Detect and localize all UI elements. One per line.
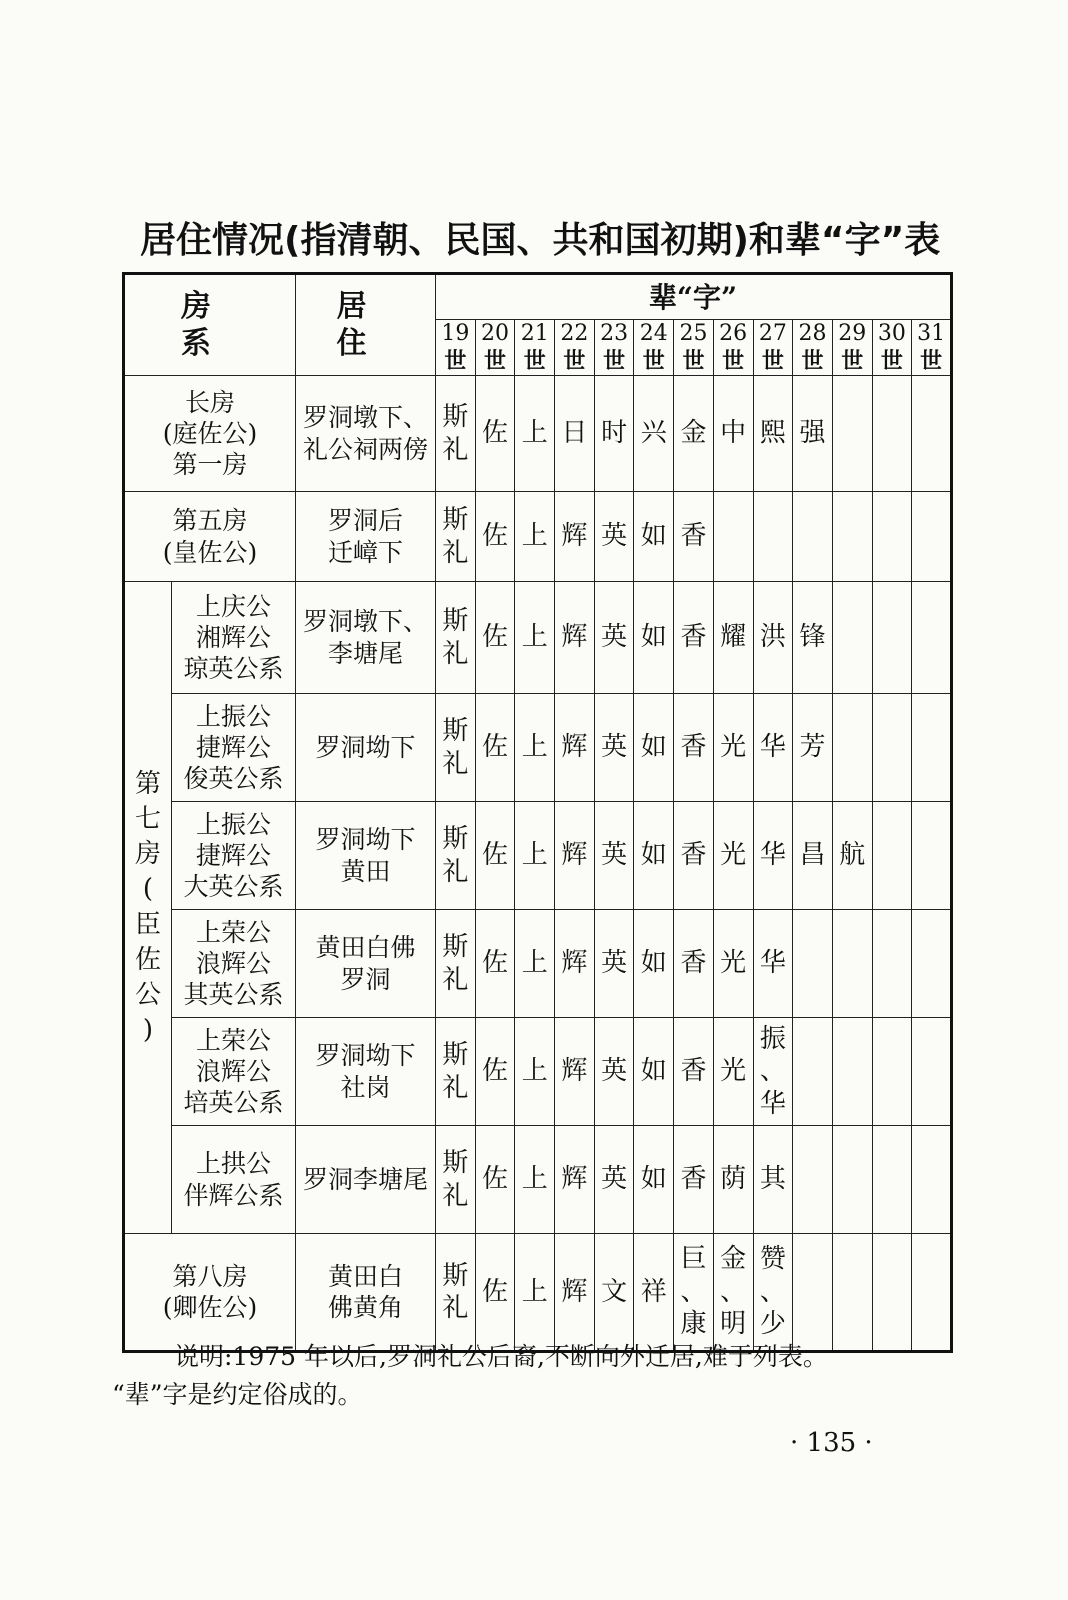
branch-cell: 上荣公 浪辉公 培英公系 (172, 1018, 296, 1126)
character-cell: 上 (515, 492, 555, 582)
generation-number: 31 (917, 321, 946, 346)
generation-shi: 世 (841, 347, 864, 374)
seventh-branch-label-text (133, 767, 163, 1048)
character-cell (872, 582, 912, 694)
character-cell: 祥 (634, 1234, 674, 1352)
character-cell: 佐 (475, 910, 515, 1018)
generation-header-cell (832, 320, 872, 376)
label-char: ( (142, 874, 154, 905)
character-cell: 英 (594, 910, 634, 1018)
header-juzhu: 居 住 (296, 274, 436, 376)
generation-shi: 世 (642, 347, 665, 374)
character-cell: 巨 、 康 (674, 1234, 714, 1352)
note-line-1: 说明:1975 年以后,罗洞礼公后裔,不断向外迁居,难于列表。 (174, 1342, 828, 1371)
character-cell: 辉 (555, 582, 595, 694)
character-cell (832, 1126, 872, 1234)
generation-shi: 世 (563, 347, 586, 374)
residence-cell: 罗洞墩下、 李塘尾 (296, 582, 436, 694)
character-cell (793, 1234, 833, 1352)
generation-shi: 世 (920, 347, 943, 374)
character-cell: 上 (515, 582, 555, 694)
fang-cell: 长房 (庭佐公) 第一房 (124, 376, 296, 492)
character-cell: 辉 (555, 1234, 595, 1352)
character-cell: 光 (713, 1018, 753, 1126)
residence-cell: 罗洞坳下 (296, 694, 436, 802)
character-cell: 耀 (713, 582, 753, 694)
character-cell (912, 1018, 952, 1126)
character-cell: 如 (634, 694, 674, 802)
character-cell: 如 (634, 1018, 674, 1126)
generation-header-cell (475, 320, 515, 376)
generation-shi: 世 (682, 347, 705, 374)
table-row (124, 802, 952, 910)
table-title: 居住情况(指清朝、民国、共和国初期)和辈“字”表 (140, 220, 941, 261)
character-cell: 佐 (475, 582, 515, 694)
character-cell: 佐 (475, 802, 515, 910)
character-cell (793, 1018, 833, 1126)
character-cell: 光 (713, 694, 753, 802)
seventh-branch-label (124, 582, 172, 1234)
character-cell (713, 492, 753, 582)
character-cell: 香 (674, 910, 714, 1018)
character-cell (872, 694, 912, 802)
character-cell: 辉 (555, 910, 595, 1018)
character-cell (912, 802, 952, 910)
character-cell (872, 376, 912, 492)
character-cell (832, 910, 872, 1018)
character-cell (832, 376, 872, 492)
character-cell: 佐 (475, 376, 515, 492)
residence-cell: 罗洞后 迁嶂下 (296, 492, 436, 582)
header-beizi: 辈“字” (436, 274, 952, 320)
label-char: 佐 (134, 944, 161, 975)
page-number: · 135 · (790, 1428, 873, 1458)
character-cell: 上 (515, 694, 555, 802)
table-row (124, 1018, 952, 1126)
character-cell: 斯 礼 (436, 694, 476, 802)
label-char: ) (142, 1014, 154, 1045)
character-cell: 强 (793, 376, 833, 492)
character-cell: 斯 礼 (436, 376, 476, 492)
character-cell (872, 910, 912, 1018)
generation-header-cell (872, 320, 912, 376)
residence-cell: 罗洞墩下、 礼公祠两傍 (296, 376, 436, 492)
character-cell (912, 492, 952, 582)
character-cell: 香 (674, 582, 714, 694)
character-cell: 如 (634, 802, 674, 910)
fang-cell: 第五房 (皇佐公) (124, 492, 296, 582)
generation-shi: 世 (484, 347, 507, 374)
character-cell: 如 (634, 582, 674, 694)
character-cell: 香 (674, 802, 714, 910)
character-cell (832, 1234, 872, 1352)
character-cell (832, 582, 872, 694)
character-cell: 辉 (555, 492, 595, 582)
generation-header-cell (594, 320, 634, 376)
character-cell: 金 、 明 (713, 1234, 753, 1352)
character-cell: 华 (753, 802, 793, 910)
fang-cell: 第八房 (卿佐公) (124, 1234, 296, 1352)
character-cell (793, 492, 833, 582)
generation-shi: 世 (523, 347, 546, 374)
character-cell: 芳 (793, 694, 833, 802)
character-cell (912, 1126, 952, 1234)
branch-cell: 上荣公 浪辉公 其英公系 (172, 910, 296, 1018)
generation-header-cell (753, 320, 793, 376)
character-cell: 赞 、 少 (753, 1234, 793, 1352)
character-cell: 上 (515, 910, 555, 1018)
generation-header-cell (713, 320, 753, 376)
branch-cell: 上振公 捷辉公 俊英公系 (172, 694, 296, 802)
character-cell: 香 (674, 1126, 714, 1234)
character-cell: 兴 (634, 376, 674, 492)
generation-number: 25 (679, 321, 708, 346)
header-fangxi: 房 系 (124, 274, 296, 376)
character-cell: 上 (515, 1234, 555, 1352)
label-char: 公 (134, 979, 161, 1010)
character-cell: 金 (674, 376, 714, 492)
table-row (124, 582, 952, 694)
generation-header-cell (436, 320, 476, 376)
character-cell: 斯 礼 (436, 1234, 476, 1352)
character-cell: 佐 (475, 1018, 515, 1126)
character-cell: 上 (515, 1126, 555, 1234)
character-cell (793, 1126, 833, 1234)
character-cell: 上 (515, 802, 555, 910)
character-cell: 英 (594, 802, 634, 910)
character-cell: 中 (713, 376, 753, 492)
character-cell: 斯 礼 (436, 1126, 476, 1234)
character-cell: 上 (515, 1018, 555, 1126)
character-cell: 佐 (475, 492, 515, 582)
generation-header-cell (912, 320, 952, 376)
generation-number: 22 (560, 321, 589, 346)
table-row (124, 492, 952, 582)
generation-shi: 世 (722, 347, 745, 374)
character-cell: 辉 (555, 694, 595, 802)
table-row (124, 1234, 952, 1352)
generation-number: 30 (877, 321, 906, 346)
character-cell: 辉 (555, 802, 595, 910)
generation-shi: 世 (444, 347, 467, 374)
header-row-1 (124, 274, 952, 320)
character-cell (753, 492, 793, 582)
character-cell: 斯 礼 (436, 582, 476, 694)
generation-number: 23 (600, 321, 629, 346)
generation-shi: 世 (880, 347, 903, 374)
generation-shi: 世 (761, 347, 784, 374)
character-cell (912, 582, 952, 694)
residence-cell: 罗洞坳下 黄田 (296, 802, 436, 910)
character-cell: 佐 (475, 1234, 515, 1352)
character-cell (912, 910, 952, 1018)
residence-cell: 黄田白 佛黄角 (296, 1234, 436, 1352)
character-cell: 斯 礼 (436, 1018, 476, 1126)
generation-shi: 世 (801, 347, 824, 374)
character-cell: 日 (555, 376, 595, 492)
character-cell: 香 (674, 694, 714, 802)
character-cell (912, 376, 952, 492)
residence-cell: 黄田白佛 罗洞 (296, 910, 436, 1018)
character-cell (912, 1234, 952, 1352)
generation-header-cell (555, 320, 595, 376)
table-row (124, 910, 952, 1018)
branch-cell: 上振公 捷辉公 大英公系 (172, 802, 296, 910)
character-cell (832, 694, 872, 802)
residence-cell: 罗洞李塘尾 (296, 1126, 436, 1234)
character-cell (872, 492, 912, 582)
character-cell: 香 (674, 492, 714, 582)
generation-header-cell (793, 320, 833, 376)
character-cell (832, 492, 872, 582)
character-cell: 其 (753, 1126, 793, 1234)
generation-number: 29 (838, 321, 867, 346)
table-row (124, 376, 952, 492)
character-cell: 香 (674, 1018, 714, 1126)
generation-number: 20 (481, 321, 510, 346)
character-cell: 洪 (753, 582, 793, 694)
branch-cell: 上庆公 湘辉公 琼英公系 (172, 582, 296, 694)
character-cell: 英 (594, 582, 634, 694)
label-char: 第 (134, 769, 161, 800)
table-row (124, 1126, 952, 1234)
generation-table (122, 272, 953, 1353)
character-cell: 华 (753, 910, 793, 1018)
character-cell (832, 1018, 872, 1126)
character-cell: 光 (713, 910, 753, 1018)
generation-number: 26 (719, 321, 748, 346)
generation-number: 19 (441, 321, 470, 346)
generation-shi: 世 (603, 347, 626, 374)
character-cell: 斯 礼 (436, 802, 476, 910)
character-cell: 斯 礼 (436, 492, 476, 582)
generation-number: 27 (758, 321, 787, 346)
character-cell: 航 (832, 802, 872, 910)
character-cell: 文 (594, 1234, 634, 1352)
generation-number: 28 (798, 321, 827, 346)
character-cell: 如 (634, 910, 674, 1018)
character-cell: 熙 (753, 376, 793, 492)
character-cell: 光 (713, 802, 753, 910)
character-cell: 佐 (475, 1126, 515, 1234)
table-row (124, 694, 952, 802)
character-cell (872, 1018, 912, 1126)
generation-header-cell (674, 320, 714, 376)
character-cell: 斯 礼 (436, 910, 476, 1018)
branch-cell: 上拱公 伴辉公系 (172, 1126, 296, 1234)
character-cell: 英 (594, 1018, 634, 1126)
character-cell: 上 (515, 376, 555, 492)
generation-number: 21 (520, 321, 549, 346)
character-cell: 辉 (555, 1126, 595, 1234)
character-cell: 华 (753, 694, 793, 802)
character-cell: 振 、 华 (753, 1018, 793, 1126)
label-char: 房 (134, 839, 161, 870)
generation-number: 24 (639, 321, 668, 346)
character-cell: 如 (634, 492, 674, 582)
character-cell: 辉 (555, 1018, 595, 1126)
character-cell: 荫 (713, 1126, 753, 1234)
note-line-2: “辈”字是约定俗成的。 (112, 1380, 363, 1409)
character-cell: 英 (594, 694, 634, 802)
character-cell: 佐 (475, 694, 515, 802)
generation-header-cell (515, 320, 555, 376)
generation-header-cell (634, 320, 674, 376)
character-cell: 如 (634, 1126, 674, 1234)
character-cell: 英 (594, 1126, 634, 1234)
character-cell (912, 694, 952, 802)
character-cell: 锋 (793, 582, 833, 694)
residence-cell: 罗洞坳下 社岗 (296, 1018, 436, 1126)
character-cell (872, 802, 912, 910)
label-char: 臣 (134, 909, 161, 940)
character-cell (872, 1126, 912, 1234)
character-cell (872, 1234, 912, 1352)
explanatory-note (112, 1338, 972, 1414)
character-cell: 时 (594, 376, 634, 492)
character-cell (793, 910, 833, 1018)
character-cell: 英 (594, 492, 634, 582)
character-cell: 昌 (793, 802, 833, 910)
label-char: 七 (134, 804, 161, 835)
